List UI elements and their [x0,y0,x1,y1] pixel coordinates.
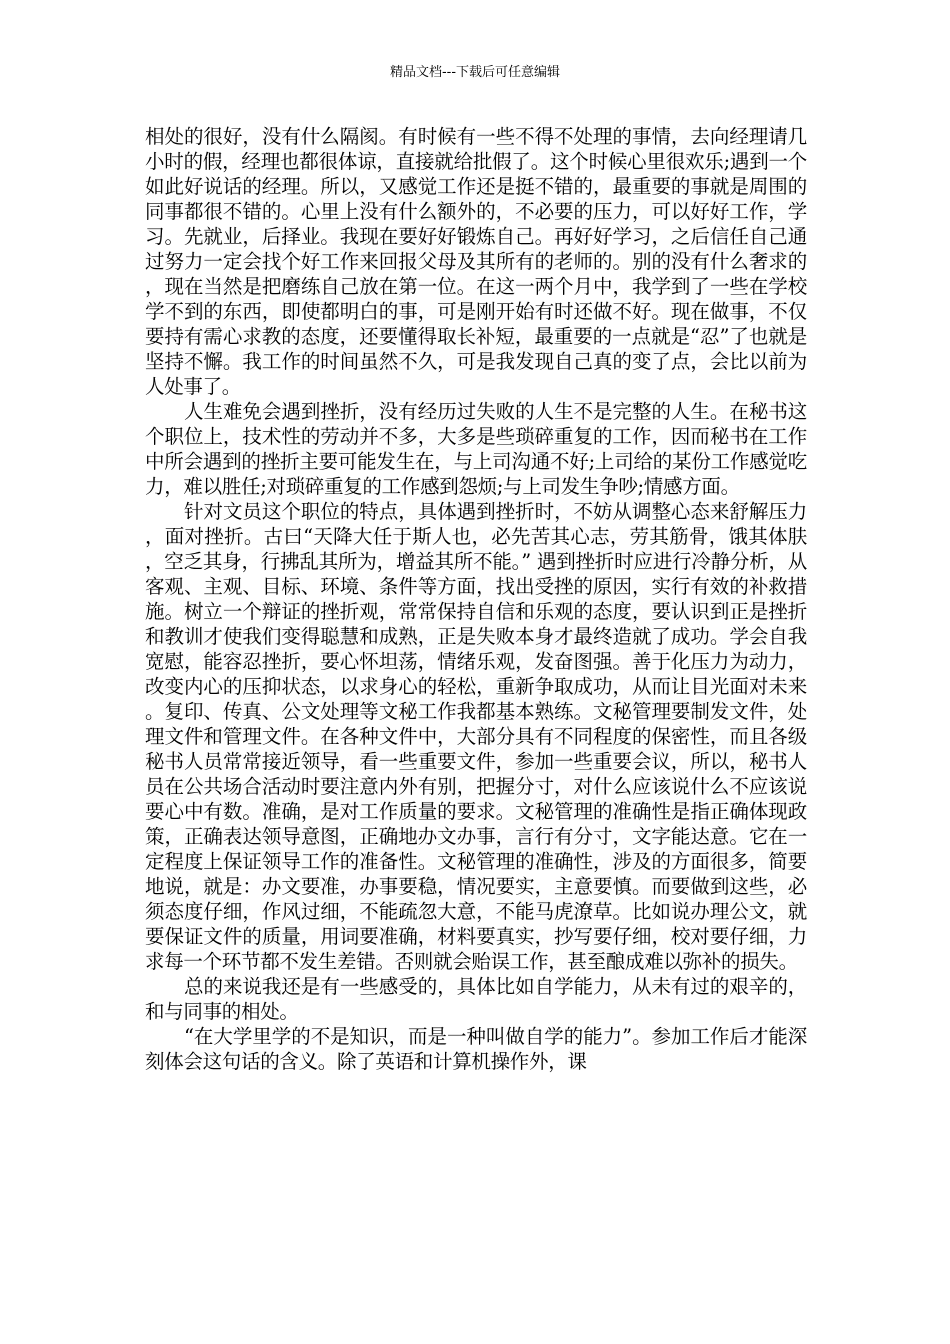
paragraph-2: 人生难免会遇到挫折，没有经历过失败的人生不是完整的人生。在秘书这个职位上，技术性的劳动并不多，大多是些琐碎重复的工作，因而秘书在工作中所会遇到的挫折主要可能发生在，与上司沟通不好;上司给的某份工作感觉吃力，难以胜任;对琐碎重复的工作感到怨烦;与上司发生争吵;情感方面。 [145,400,807,498]
paragraph-5: “在大学里学的不是知识，而是一种叫做自学的能力”。参加工作后才能深刻体会这句话的含义。除了英语和计算机操作外，课 [145,1025,807,1073]
document-body [145,124,807,1074]
paragraph-1: 相处的很好，没有什么隔阂。有时候有一些不得不处理的事情，去向经理请几小时的假，经理也都很体谅，直接就给批假了。这个时候心里很欢乐;遇到一个如此好说话的经理。所以，又感觉工作还是挺不错的，最重要的事就是周围的同事都很不错的。心里上没有什么额外的，不必要的压力，可以好好工作，学习。先就业，后择业。我现在要好好锻炼自己。再好好学习，之后信任自己通过努力一定会找个好工作来回报父母及其所有的老师的。别的没有什么奢求的，现在当然是把磨练自己放在第一位。在这一两个月中，我学到了一些在学校学不到的东西，即使都明白的事，可是刚开始有时还做不好。现在做事，不仅要持有需心求教的态度，还要懂得取长补短，最重要的一点就是“忍”了也就是坚持不懈。我工作的时间虽然不久，可是我发现自己真的变了点，会比以前为人处事了。 [145,125,807,398]
paragraph-4: 总的来说我还是有一些感受的，具体比如自学能力，从未有过的艰辛的，和与同事的相处。 [145,975,807,1023]
page-header: 精品文档---下载后可任意编辑 [389,65,561,80]
paragraph-3: 针对文员这个职位的特点，具体遇到挫折时，不妨从调整心态来舒解压力，面对挫折。古曰“天降大任于斯人也，必先苦其心志，劳其筋骨，饿其体肤，空乏其身，行拂乱其所为，增益其所不能。” 遇到挫折时应进行冷静分析，从客观、主观、目标、环境、条件等方面，找出受挫的原因，实行有效的补救措施。树立一个辩证的挫折观，常常保持自信和乐观的态度，要认识到正是挫折和教训才使我们变得聪慧和成熟，正是失败本身才最终造就了成功。学会自我宽慰，能容忍挫折，要心怀坦荡，情绪乐观，发奋图强。善于化压力为动力，改变内心的压抑状态，以求身心的轻松，重新争取成功，从而让目光面对未来。复印、传真、公文处理等文秘工作我都基本熟练。文秘管理要制发文件，处理文件和管理文件。在各种文件中，大部分具有不同程度的保密性，而且各级秘书人员常常接近领导，看一些重要文件，参加一些重要会议，所以，秘书人员在公共场合活动时要注意内外有别，把握分寸，对什么应该说什么不应该说要心中有数。准确，是对工作质量的要求。文秘管理的准确性是指正确体现政策，正确表达领导意图，正确地办文办事，言行有分寸，文字能达意。它在一定程度上保证领导工作的准备性。文秘管理的准确性，涉及的方面很多，简要地说，就是：办文要准，办事要稳，情况要实，主意要慎。而要做到这些，必须态度仔细，作风过细，不能疏忽大意，不能马虎潦草。比如说办理公文，就要保证文件的质量，用词要准确，材料要真实，抄写要仔细，校对要仔细，力求每一个环节都不发生差错。否则就会贻误工作，甚至酿成难以弥补的损失。 [145,500,807,973]
